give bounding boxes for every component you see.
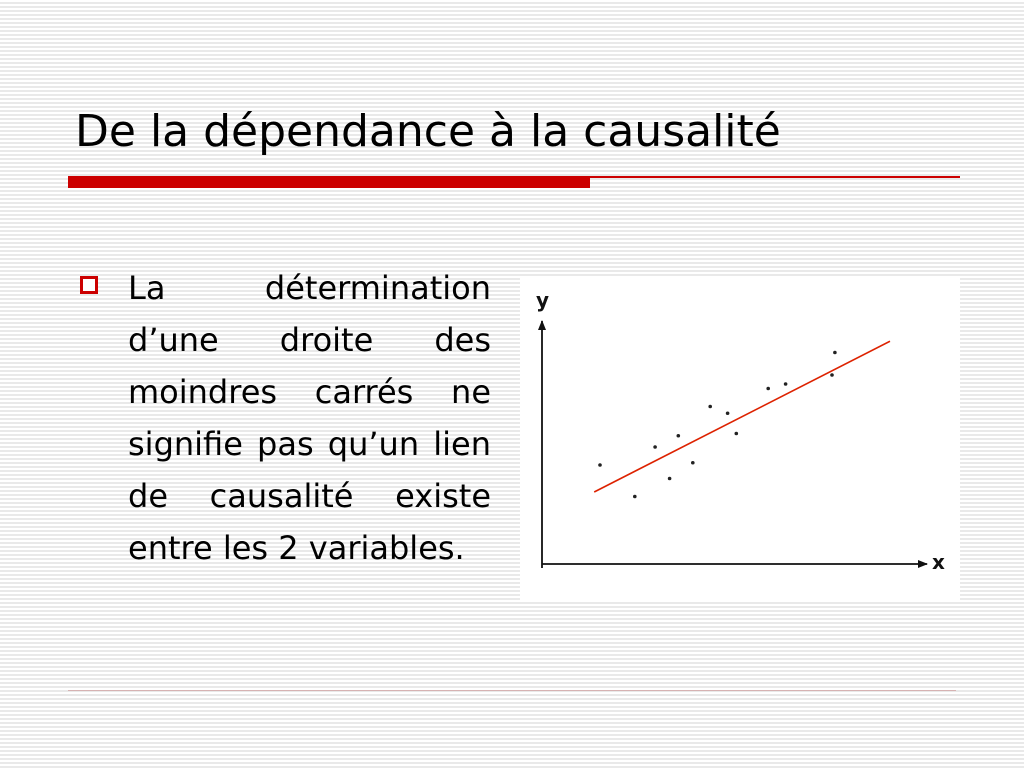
hollow-square-bullet-icon bbox=[80, 276, 98, 294]
scatter-point bbox=[653, 445, 657, 449]
slide-title: De la dépendance à la causalité bbox=[75, 106, 781, 157]
scatter-point bbox=[668, 477, 672, 481]
scatter-point bbox=[726, 411, 730, 415]
scatter-point bbox=[677, 434, 681, 438]
scatter-point bbox=[833, 351, 837, 355]
scatter-point bbox=[830, 373, 834, 377]
scatter-plot-figure bbox=[520, 277, 960, 600]
scatter-plot-svg bbox=[520, 277, 960, 600]
x-axis-label: x bbox=[932, 550, 945, 574]
scatter-point bbox=[598, 463, 602, 467]
scatter-point bbox=[691, 461, 695, 465]
title-underline-thin bbox=[590, 176, 960, 178]
scatter-point bbox=[766, 387, 770, 391]
scatter-point bbox=[708, 405, 712, 409]
scatter-point bbox=[633, 495, 637, 499]
scatter-point bbox=[784, 382, 788, 386]
scatter-point bbox=[735, 432, 739, 436]
regression-line bbox=[594, 341, 890, 492]
bullet-text: La détermination d’une droite des moindres carrés ne signifie pas qu’un lien de causalité existe entre les 2 variables. bbox=[128, 269, 491, 567]
footer-divider bbox=[68, 690, 956, 691]
title-underline-thick bbox=[68, 176, 590, 188]
y-axis-label: y bbox=[536, 288, 550, 312]
